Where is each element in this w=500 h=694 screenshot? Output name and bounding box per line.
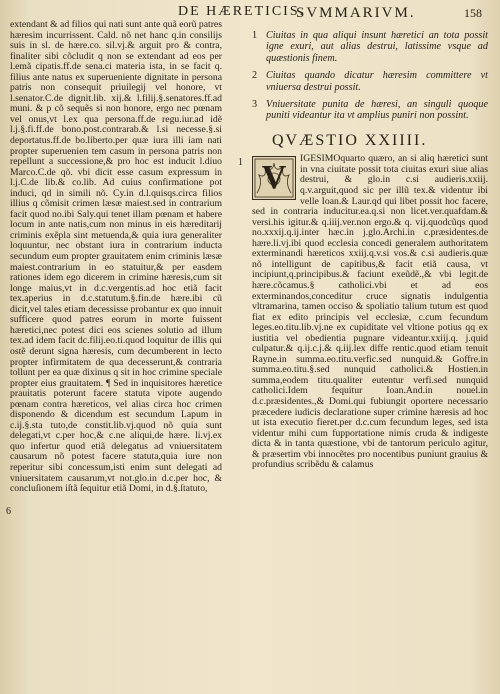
decorated-initial [252, 156, 296, 200]
summarium-title: SVMMARIVM. [296, 5, 416, 21]
summarium-item [252, 30, 488, 64]
margin-number-left: 6 [6, 506, 11, 517]
left-column-text: extendant & ad filios qui nati sunt ante quã eorũ patres hæresim incurrissent. Cald. nõ net hanc q.in consilijs suis in sl. de hære.co. sil.vj.& arguit pro & contra, finaliter sibi cõcludit q non se extendant ad eos per l.emã cipatis.ff.de sena.ci materia ista, in se facit q. filius ante natus ex superueniente dignitate in persona patris non consequit priuilegij vel honore, vt l.senator.C.de dignit.lib. xij.& l.filij.§.senatores.ff.ad muni. & p cõ sequẽs si non honore, ergo nec pœnam vel onus,vt l.ex qua persona.ff.de regu.iur.ad idẽ l.j.§.fi.ff.de bono.post.contrarab.& l.si necesse.§.si deportatus.ff.de bo.liberto.per quæ iura illi iam nati propter superuenien tem casum in persona patris non repellunt a successione,& pro hoc est inducit l.diuo Marco.C.de qõ. vbi dicit esse casum expressum in l.j.C.de lib.& co.lib. Ad cuius confirmatione pot induci, qd in simili nõ. Cy.in d.l.quisqs.circa filios illius q cõmisit crimen læsæ maiest.sed in contrarium facit quod no.ibi Saly.qui tenet illam pœnam et habere locum in ante natis,cum non minus in eis hæreditarij criminis exẽpla sint metuenda,& quia iura generaliter loquuntur, nec obstant iura in contrarium inducta secundum eum propter grauitatem enim criminis læsæ maiest.contrarium in eo statuitur,& per easdem rationes idem ego dicerem in crimine hæresis,cum sit longe maius,vt in d.c.vergentis.ad hoc etiã facit tex.aperius in d.c.statutum.§.fin.de hære.ibi cũ dicit,vel tales etiam decessisse probantur ex quo innuit sufficere quod patres eorum in morte fuissent hæretici,nec potest dici eos scienes solutio ad illum tex.ad idem facit dc.filij.eo.ti.quod loquitur de illis qui ostẽ derunt signa hæresis, cum decumberent in lecto propter infirmitatem de qua decesserunt,& contraria tollunt per ea quæ dixinus q sit in hoc crimine speciale propter eius grauitatem. ¶ Sed in inquisitores hæretice prauitatis poterunt facere statuta vipote augendo pœnam contra hæreticos, vel alias circa hoc crimen disponendo & dicendum est secundum Lapum in c.ij.§.sta tuto,de constit.lib.vj.quod nõ quia sunt delegati,vt c.per hoc,& c.ne aliqui,de hære. li.vj.ex quo infertur quod etiã delegatus ad vniuersitatem causarum nõ potest facere statuta,quia iure non reperitur sibi concessum,isti enim sunt delegati ad vniuersitatem causarum,vt not.glo.in d.c.per hoc, & concluſionem iſtã ſequitur etiã Domi, in d.§.ſtatuto, [10, 19, 222, 495]
left-column [10, 20, 222, 495]
summarium-item-number: 2 [252, 70, 258, 82]
summarium-item-text: Vniuersitate punita de hæresi, an singuli quoque puniti videantur ita vt amplius puniri non possint. [266, 99, 488, 122]
summarium-item-text: Ciuitas quando dicatur hæresim committere vt vniuersa destrui possit. [266, 70, 488, 93]
right-column [238, 20, 488, 471]
summarium-item [252, 99, 488, 122]
dropcap-letter: V [261, 159, 287, 197]
summarium-item-text: Ciuitas in qua aliqui insunt hæretici an tota possit igne exuri, aut alias destrui, latissime vsque ad quæstionis finem. [266, 30, 488, 64]
page-number: 158 [464, 6, 482, 20]
summarium-item-number: 1 [252, 30, 258, 41]
question-body [238, 153, 488, 471]
question-text: IGESIMOquarto quæro, an si aliq hæretici sunt in vna ciuitate possit tota ciuitas exuri siue alias destrui, & glo.in c.si audieris.xxiij. q.v.arguit,quod sic per illũ tex.& videntur ibi velle Ioan.& Laur.qd qui libet possit hoc facere, sed in contraria inducitur.ea.q.si non licet.ver.quafdam.& versi.his igitur.& q.iiij.ver.non ergo.& q. vij.quodcũqs quod no.xxxij.q.ij.inter hæc.in j.glo.Archi.in c.præsidentes.de hære.li.vj.ibi quod ecclesia concedi generalem authoritatem exterminandi hæreticos xxiij.q.v.si vos.& c.si audieris.quæ nõ intelligunt de capitibus,& facit etiã causa, vt incipiunt,q.principibus.& faciunt exeũdẽ.,& vbi legit.de hære.cõcamus.§ catholici.vbi et ad eos exterminandos,conceditur cruce signatis indulgentia vltramarina, tamen occiso & spoliatio talium tutum est quod fiat ex edito principis vel ecclesiæ, c.cum fecundum leges.eo.titu.lib.vj.ne ex cupiditate vel vltione potius qq ex iustitia vel obedientia pugnare videantur.xxiij.q. j.quid culpatur.& q.ij.c.j.& q.iij.lex diffe rentic.quod etiam tenuit Rayne.in summa.eo.titu.verfic.sed nunquid.& Goffre.in summa.eo.titu.§.sed nunquid catholici.& Hostien.in summa,eodem titu.qualiter eutentur verfi.sed nunquid catholici.Idem fequitur Ioan.And.in nouel.in d.c.præsidentes.,& Domi.qui fubiungit oportere necessario præcedere iudicis declaratione super crimine hæresis ad hoc ut ista executio fieret.per d.c.cum fecundum leges, sed ista videntur mihi cum fupportatione nimis cruda & indigeste dicta & in tanta quæstione, vbi de tantorum periculo agitur, & præsertim vbi innocẽtes pro nocentibus puniunt grauius & profundius scribẽdu & calamus [252, 153, 488, 471]
summarium-list [252, 30, 488, 122]
question-heading: QVÆSTIO XXIIII. [272, 131, 428, 149]
running-title: DE HÆRETICIS. [178, 4, 306, 19]
margin-number-right: 1 [238, 157, 243, 169]
summarium-item-number: 3 [252, 99, 258, 111]
summarium-item [252, 70, 488, 93]
